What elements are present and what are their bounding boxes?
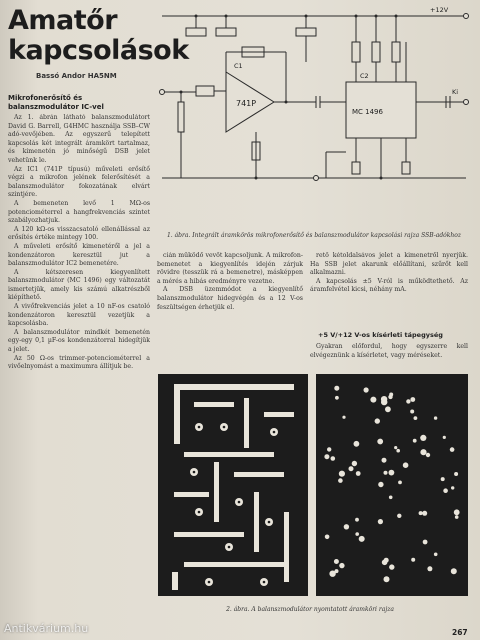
output-label: Ki bbox=[452, 88, 459, 96]
paragraph: A kapcsolás ±5 V-ról is működtethető. Az áramfelvétel kicsi, néhány mA. bbox=[310, 277, 468, 294]
article-byline: Bassó Andor HA5NM bbox=[36, 72, 117, 80]
schematic-diagram bbox=[156, 2, 472, 192]
paragraph: Az 50 Ω-os trimmer-potenciométerrel a vivőelnyomást a maximumra állítjuk be. bbox=[8, 354, 150, 371]
article-title-line1: Amatőr bbox=[8, 5, 118, 36]
figure2-caption: 2. ábra. A balanszmodulátor nyomtatott áramköri rajza bbox=[226, 606, 394, 613]
section-heading: +5 V/+12 V-os kísérleti tápegység bbox=[318, 331, 443, 339]
c1-label: C1 bbox=[234, 62, 243, 70]
article-subhead: Mikrofonerősítő és balanszmodulátor IC-vel bbox=[8, 94, 104, 111]
article-title bbox=[8, 5, 189, 66]
paragraph: Az 1. ábrán látható balanszmodulátort David G. Barrell, G4HMC használja SSB–CW adó-vevőjében. Az egyszerű telepített kapcsolás két integrált áramkört tartalmaz, és kimenetén jó minőségű DSB jelet vehetünk le. bbox=[8, 114, 150, 164]
ic2-label: MC 1496 bbox=[352, 108, 383, 116]
paragraph: A balanszmodulátor mindkét bemenetén egy-egy 0,1 µF-os kondenzátorral hidegítjük a jelet. bbox=[8, 328, 150, 354]
paragraph: Az IC1 (741P típusú) műveleti erősítő végzi a mikrofon jelének felerősítését a balanszmodulátor fokozatának elvárt szintjére. bbox=[8, 165, 150, 199]
page-number: 267 bbox=[452, 628, 468, 637]
article-title-line2: kapcsolások bbox=[8, 35, 189, 66]
paragraph: A bemeneten levő 1 MΩ-os potenciométerrel a hangfrekvenciás szintet szabályozhatjuk. bbox=[8, 199, 150, 225]
text-column-1 bbox=[8, 114, 150, 624]
pcb-component-side bbox=[316, 374, 468, 596]
paragraph: cián működő vevőt kapcsoljunk. A mikrofon-bemenetet a kiegyenlítés idején zárjuk rövidre (tesszük rá a bemenetre), másképpen a mérés a hibás eredményre vezetne. bbox=[157, 252, 303, 285]
text-column-3 bbox=[310, 252, 468, 330]
watermark: Antikvárium.hu bbox=[4, 622, 89, 635]
text-column-3b bbox=[310, 343, 468, 367]
text-column-2 bbox=[157, 252, 303, 342]
pcb-figure bbox=[154, 372, 472, 597]
paragraph: A 120 kΩ-os visszacsatoló ellenállással az erősítés értéke mintegy 100. bbox=[8, 225, 150, 242]
ic1-label: 741P bbox=[236, 99, 257, 108]
paragraph: Gyakran előfordul, hogy egyszerre kell elvégeznünk a kísérletet, vagy méréseket. bbox=[310, 343, 468, 359]
supply-label: +12V bbox=[430, 6, 449, 14]
paragraph: A vivőfrekvenciás jelet a 10 nF-os csatoló kondenzátoron keresztül vezetjük a kapcsolásba. bbox=[8, 303, 150, 328]
paragraph: A műveleti erősítő kimenetéről a jel a kondenzátoron keresztül jut a balanszmodulátor IC2 bemenetére. bbox=[8, 242, 150, 268]
figure1-caption: 1. ábra. Integrált áramkörös mikrofonerősítő és balanszmodulátor kapcsolási rajza SSB-adókhoz bbox=[166, 232, 462, 239]
c2-label: C2 bbox=[360, 72, 369, 80]
paragraph: A kétszeresen kiegyenlített balanszmodulátor (MC 1496) egy változatát ismertetjük, amely kis számú alkatrészből kiépíthető. bbox=[8, 268, 150, 302]
paragraph: rető kétoldalsávos jelet a kimenetről nyerjük. Ha SSB jelet akarunk előállítani, szűrőt kell alkalmazni. bbox=[310, 252, 468, 277]
paragraph: A DSB üzemmódot a kiegyenlítő balanszmodulátor hidegvégén és a 12 V-os feszültségen érhetjük el. bbox=[157, 286, 303, 311]
